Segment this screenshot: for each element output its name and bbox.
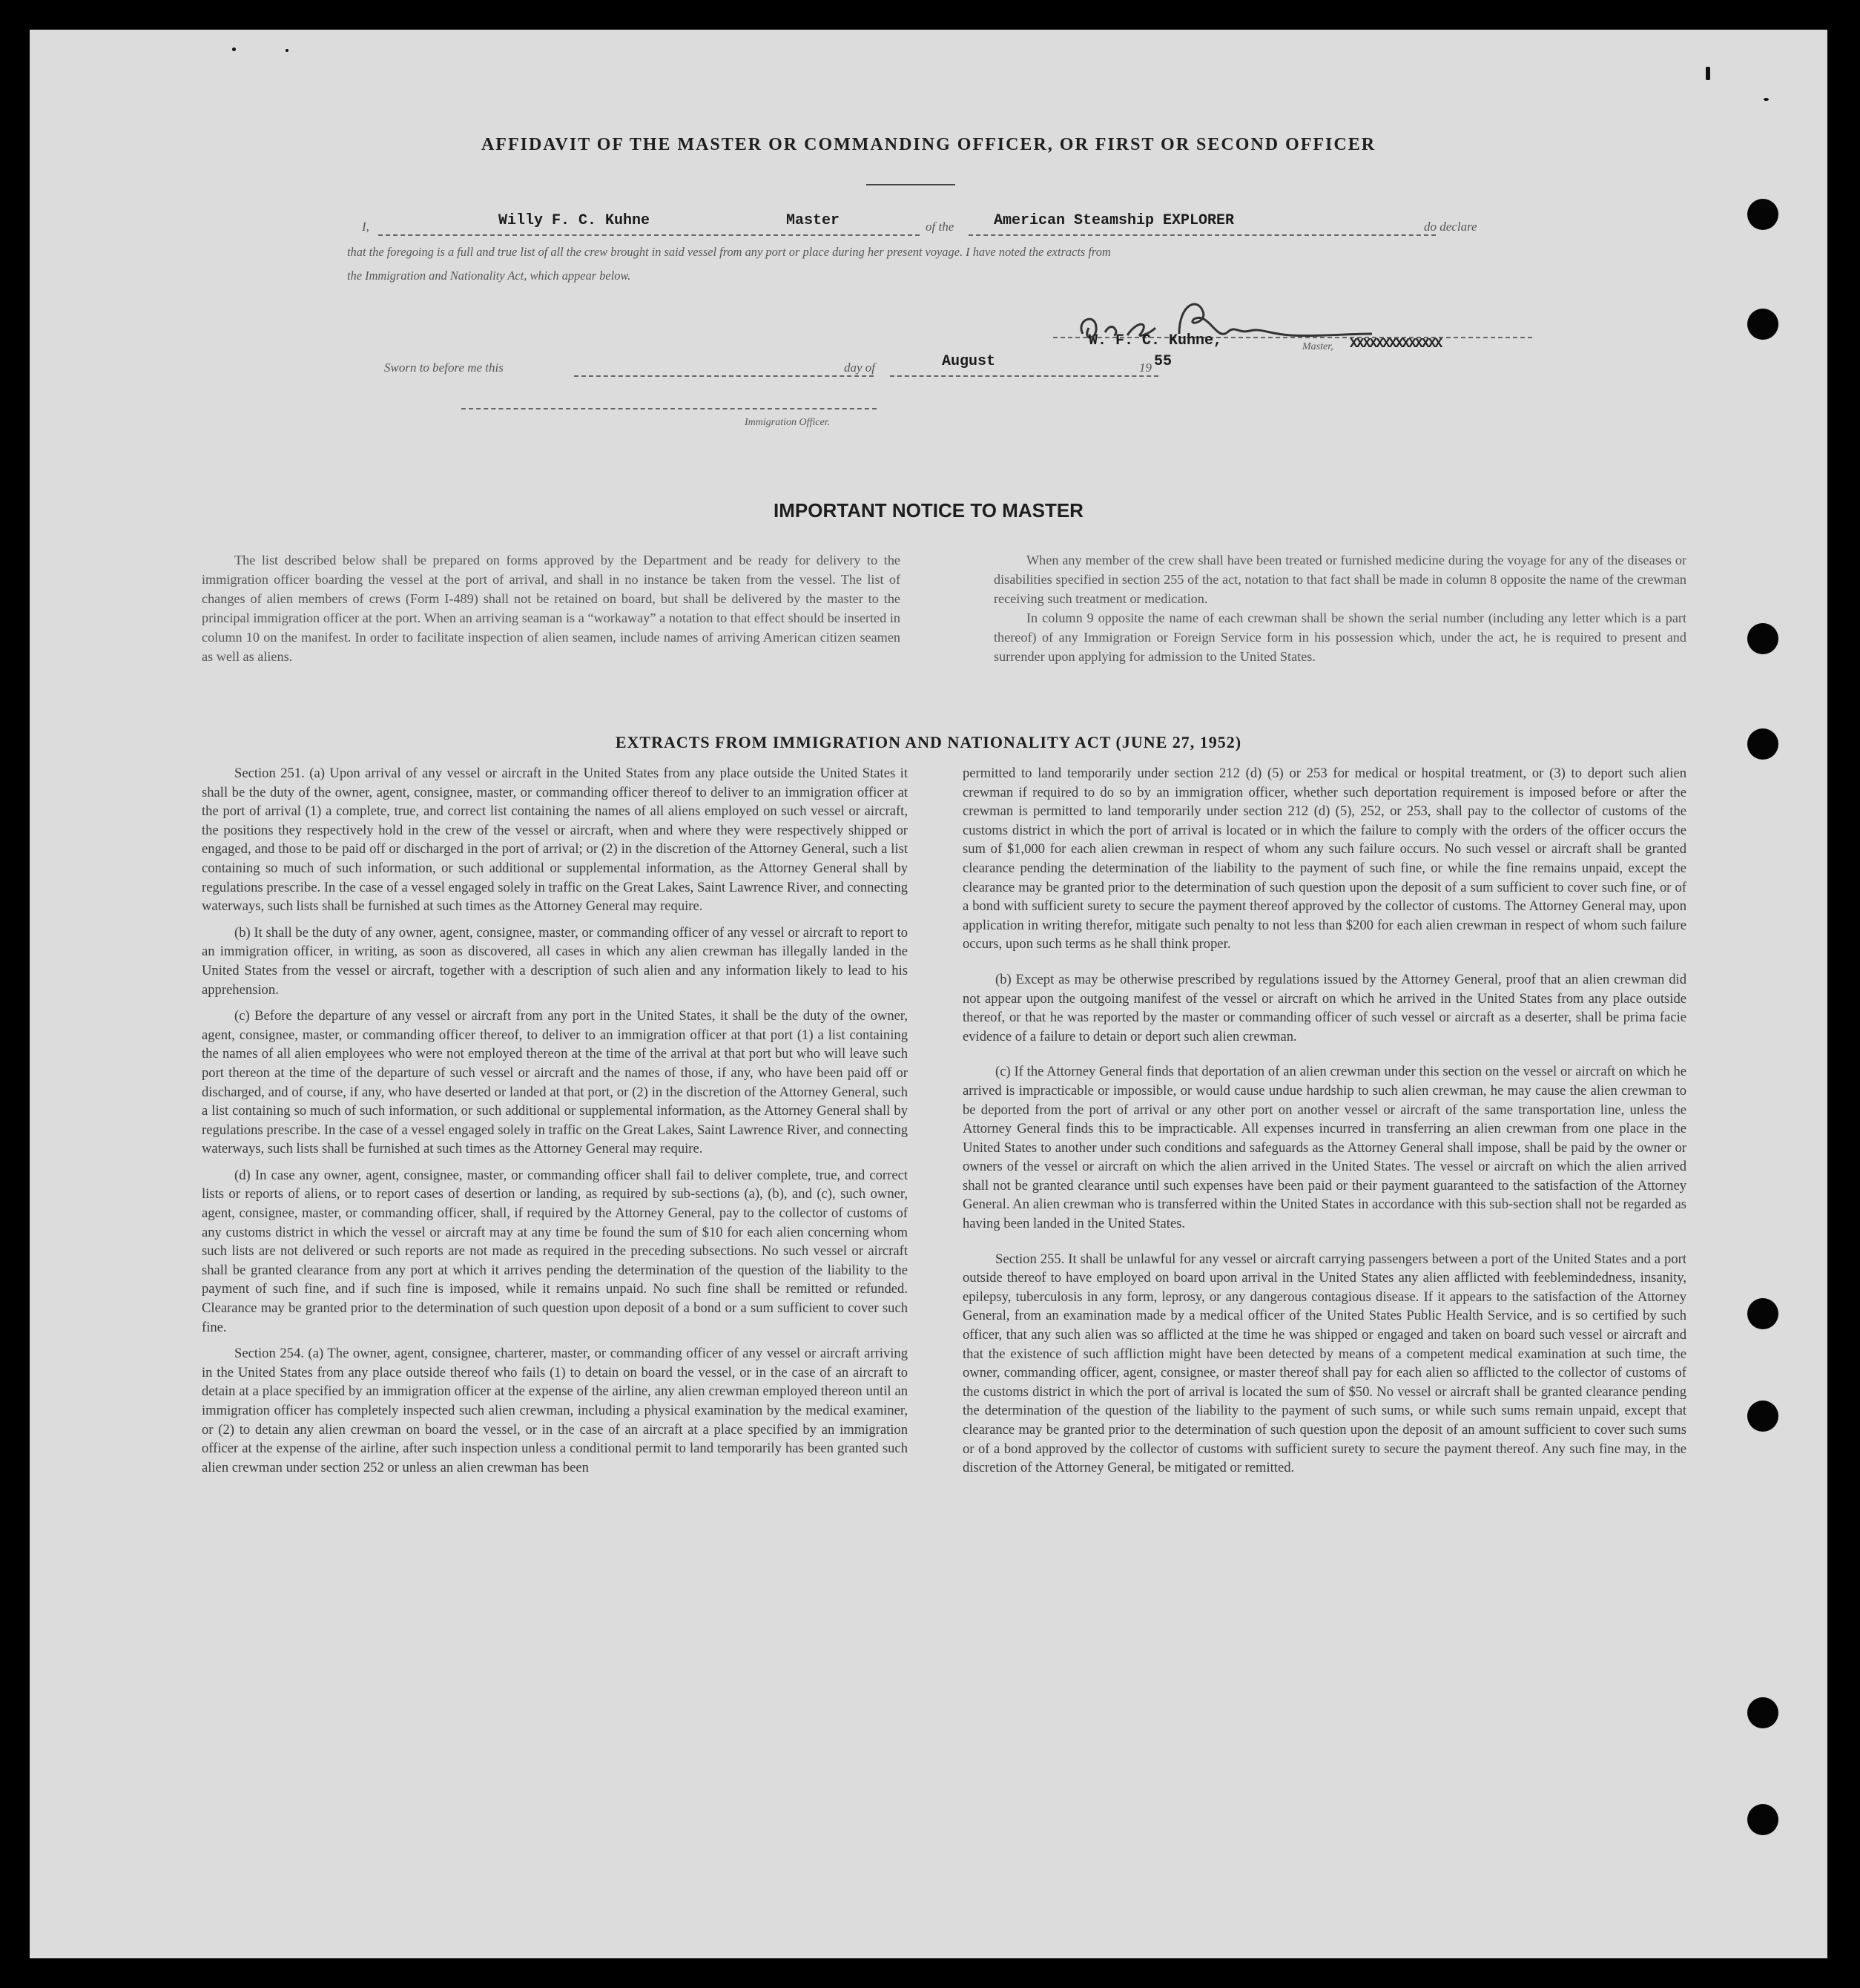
notice-left-column	[202, 550, 900, 666]
sworn-month: August	[942, 353, 996, 370]
document-page	[30, 30, 1827, 1958]
sworn-day-line	[574, 375, 874, 377]
punch-hole	[1747, 1401, 1778, 1432]
section-251a: Section 251. (a) Upon arrival of any vessel or aircraft in the United States from any place outside the United States it shall be the duty of the owner, agent, consignee, master, or commanding officer thereof to deliver to an immigration officer at the port of arrival (1) a complete, true, and correct list containing the names of all aliens employed on such vessel or aircraft, the positions they respectively hold in the crew of the vessel or aircraft, when and where they were respectively shipped or engaged, and those to be paid off or discharged in the port of arrival; or (2) in the discretion of the Attorney General, such a list containing so much of such information, or such additional or supplemental information, as the Attorney General shall by regulations prescribe. In the case of a vessel engaged solely in traffic on the Great Lakes, Saint Lawrence River, and connecting waterways, such lists shall be furnished at such times as the Attorney General may require.	[202, 766, 908, 915]
notice-left-paragraph: The list described below shall be prepared on forms approved by the Department and be ready for delivery to the immigration officer boarding the vessel at the port of arrival, and shall in no instance be taken from the vessel. The list of changes of alien members of crews (Form I-489) shall not be retained on board, but shall be delivered by the master to the principal immigration officer at the port. When an arriving seaman is a “workaway” a notation to that effect should be inserted in column 10 on the manifest. In order to facilitate inspection of alien seamen, include names of arriving American citizen seamen as well as aliens.	[202, 553, 900, 664]
section-254a-continued: permitted to land temporarily under section 212 (d) (5) or 253 for medical or hospital treatment, or (3) to deport such alien crewman if required to do so by an immigration officer, whether such deportation requirement is imposed before or after the crewman is permitted to land temporarily under section 212 (d) (5), 252, or 253, shall pay to the collector of customs of the customs district in which the port of arrival is located or in which the failure to comply with the orders of the officer occurs the sum of $1,000 for each alien crewman in respect of whom any such failure occurs. No such vessel or aircraft shall be granted clearance pending the determination of the liability to the payment of such fine, or while the fine remains unpaid, except the clearance may be granted prior to the determination of such question upon the deposit of a sum sufficient to cover such fine, or of a bond with sufficient surety to secure the payment thereof approved by the collector of customs. The Attorney General may, upon application in writing therefor, mitigate such penalty to not less than $200 for each alien crewman in respect of whom such failure occurs, upon such terms as he shall think proper.	[963, 766, 1686, 952]
speck	[232, 47, 236, 51]
notice-title: IMPORTANT NOTICE TO MASTER	[774, 499, 1084, 521]
month-line	[890, 375, 1158, 377]
extracts-right-column	[963, 764, 1686, 1485]
punch-hole	[1747, 199, 1778, 230]
name-line	[378, 234, 920, 236]
affidavit-body-line1: that the foregoing is a full and true list of all the crew brought in said vessel from any port or place during her present voyage. I have noted the extracts from	[347, 245, 1111, 259]
punch-hole	[1747, 623, 1778, 654]
speck	[1706, 67, 1710, 80]
vessel-name: American Steamship EXPLORER	[994, 212, 1235, 229]
sworn-year: 55	[1154, 353, 1173, 370]
master-label: Master,	[1302, 341, 1333, 352]
speck	[286, 49, 288, 52]
extracts-title: EXTRACTS FROM IMMIGRATION AND NATIONALITY ACT (JUNE 27, 1952)	[615, 733, 1242, 751]
section-254a: Section 254. (a) The owner, agent, consignee, charterer, master, or commanding officer of any vessel or aircraft arriving in the United States from any place outside thereof who fails (1) to detain on board the vessel, or in the case of an aircraft to detain at a place specified by an immigration officer at the expense of the airline, any alien crewman employed thereon until an immigration officer has completely inspected such alien crewman, including a physical examination by the medical examiner, or (2) to detain any alien crewman on board the vessel, or in the case of an aircraft at a place specified by an immigration officer at the expense of the airline, after such inspection unless a conditional permit to land temporarily has been granted such alien crewman under section 252 or unless an alien crewman has been	[202, 1346, 908, 1475]
section-251c: (c) Before the departure of any vessel or aircraft from any port in the United States, it shall be the duty of the owner, agent, consignee, master, or commanding officer thereof, to deliver to an immigration officer at that port (1) a list containing the names of all alien employees who were not employed thereon at the time of the arrival at that port but who will leave such port thereon at the time of the departure of such vessel or aircraft and the names of those, if any, who have been paid off or discharged, and of course, if any, who have deserted or landed at that port, or (2) in the discretion of the Attorney General, such a list containing so much of such information, or such additional or supplemental information, as the Attorney General shall by regulations prescribe. In the case of a vessel engaged solely in traffic on the Great Lakes, Saint Lawrence River, and connecting waterways, such lists shall be furnished at such times as the Attorney General may require.	[202, 1008, 908, 1157]
struck-out-title: XXXXXXXXXXXXXX	[1350, 337, 1442, 352]
notice-right-paragraph-2: In column 9 opposite the name of each crewman shall be shown the serial number (including any letter which is a part thereof) of any Immigration or Foreign Service form in his possession which, under the act, he is required to present and surrender upon applying for admission to the United States.	[994, 610, 1686, 664]
notice-right-paragraph-1: When any member of the crew shall have been treated or furnished medicine during the voyage for any of the diseases or disabilities specified in section 255 of the act, notation to that fact shall be made in column 8 opposite the name of the crewman receiving such treatment or medication.	[994, 553, 1686, 606]
punch-hole	[1747, 1804, 1778, 1835]
officer-signature-line	[461, 408, 877, 409]
vessel-line	[969, 234, 1436, 236]
punch-hole	[1747, 309, 1778, 340]
of-the-label: of the	[926, 220, 954, 234]
immigration-officer-label: Immigration Officer.	[745, 417, 831, 428]
punch-hole	[1747, 1697, 1778, 1728]
punch-hole	[1747, 1298, 1778, 1329]
notice-right-column	[994, 550, 1686, 666]
speck	[1764, 98, 1769, 101]
affidavit-title: AFFIDAVIT OF THE MASTER OR COMMANDING OFFICER, OR FIRST OR SECOND OFFICER	[481, 135, 1376, 154]
section-254c: (c) If the Attorney General finds that deportation of an alien crewman under this section on the vessel or aircraft on which he arrived is impracticable or impossible, or would cause undue hardship to such alien crewman, he may cause the alien crewman to be deported from the port of arrival or any other port on another vessel or aircraft of the same transportation line, unless the Attorney General finds this to be impracticable. All expenses incurred in transferring an alien crewman from one place in the United States to another under such conditions and safeguards as the Attorney General shall impose, shall be paid by the owner or owners of the vessel or aircraft on which the alien arrived in the United States. The vessel or aircraft on which the alien arrived shall not be granted clearance until such expenses have been paid or their payment guaranteed to the satisfaction of the Attorney General. An alien crewman who is transferred within the United States in accordance with this sub-section shall not be regarded as having been landed in the United States.	[963, 1064, 1686, 1232]
extracts-left-column	[202, 764, 908, 1484]
title-rule	[866, 184, 955, 185]
declarant-name: Willy F. C. Kuhne	[498, 212, 650, 229]
section-254b: (b) Except as may be otherwise prescribed by regulations issued by the Attorney General, proof that an alien crewman did not appear upon the outgoing manifest of the vessel or aircraft on which he arrived in the United States from any place outside thereof, or that he was reported by the master or commanding officer of such vessel or aircraft as a deserter, shall be prima facie evidence of a failure to detain or deport such alien crewman.	[963, 971, 1686, 1044]
year-prefix: 19	[1139, 361, 1152, 375]
declare-label: do declare	[1424, 220, 1477, 234]
signature-typed-name: W. F. C. Kuhne,	[1089, 332, 1223, 349]
section-255: Section 255. It shall be unlawful for any vessel or aircraft carrying passengers between a port of the United States and a port outside thereof to have employed on board upon arrival in the United States any alien afflicted with feeblemindedness, insanity, epilepsy, tuberculosis in any form, leprosy, or any dangerous contagious disease. If it appears to the satisfaction of the Attorney General, from an examination made by a medical officer of the United States Public Health Service, and is so certified by such officer, that any such alien was so afflicted at the time he was shipped or engaged and taken on board such vessel or aircraft and that the existence of such affliction might have been detected by means of a competent medical examination at such time, the owner, commanding officer, agent, consignee, or master thereof shall pay for each alien so afflicted to the collector of customs of the customs district in which the port of arrival is located the sum of $50. No vessel or aircraft shall be granted clearance pending the determination of the question of the liability to the payment of such sums, or while such sums remain unpaid, except that clearance may be granted prior to the determination of such question upon the deposit of an amount sufficient to cover such sums or of a bond approved by the collector of customs with sufficient surety to secure the payment thereof. Any such fine may, in the discretion of the Attorney General, be mitigated or remitted.	[963, 1251, 1686, 1476]
day-of-label: day of	[844, 361, 876, 375]
declarant-rank: Master	[786, 212, 840, 229]
sworn-label: Sworn to before me this	[384, 361, 504, 375]
i-label: I,	[362, 220, 369, 234]
affidavit-body-line2: the Immigration and Nationality Act, which appear below.	[347, 269, 631, 283]
section-251b: (b) It shall be the duty of any owner, agent, consignee, master, or commanding officer of any vessel or aircraft to report to an immigration officer, in writing, as soon as discovered, all cases in which any alien crewman has illegally landed in the United States from the vessel or aircraft, together with a description of such alien and any information likely to lead to his apprehension.	[202, 924, 908, 998]
section-251d: (d) In case any owner, agent, consignee, master, or commanding officer shall fail to deliver complete, true, and correct lists or reports of aliens, or to report cases of desertion or landing, as required by sub-sections (a), (b), and (c), such owner, agent, consignee, master, or commanding officer, shall, if required by the Attorney General, pay to the collector of customs of any customs district in which the vessel or aircraft may at any time be found the sum of $10 for each alien concerning whom such lists are not delivered or such reports are not made as required in the preceding subsections. No such vessel or aircraft shall be granted clearance from any port at which it arrives pending the determination of the question of the liability to the payment of such fine, and if such fine is imposed, while it remains unpaid. No such fine shall be remitted or refunded. Clearance may be granted prior to the determination of such question upon deposit of a bond or a sum sufficient to cover such fine.	[202, 1167, 908, 1335]
